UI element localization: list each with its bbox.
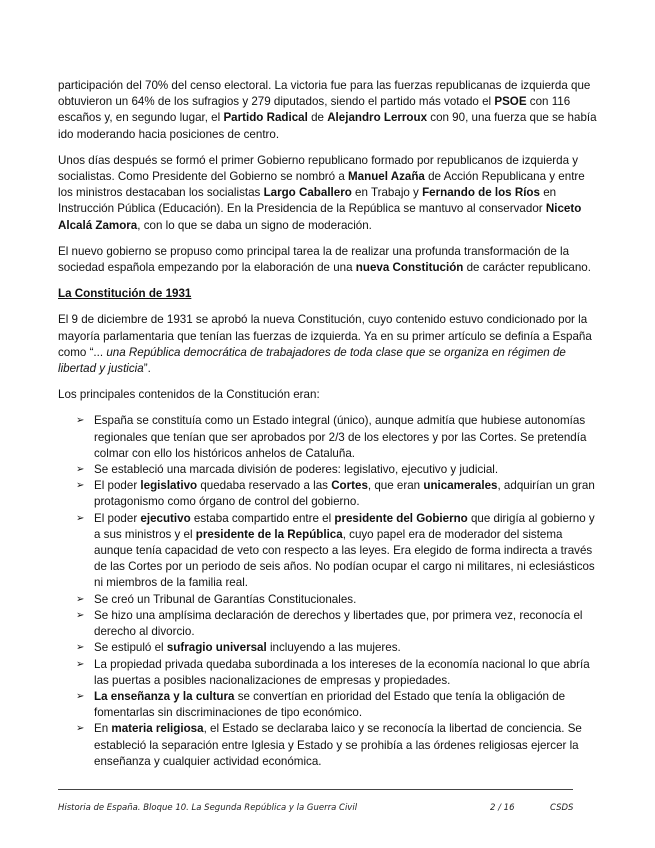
arrow-bullet-icon: ➢ bbox=[76, 609, 85, 621]
list-item bbox=[76, 721, 598, 770]
text-run: de Acción Republicana y entre los ministros destacaban los socialistas bbox=[58, 170, 585, 200]
text-run: en Trabajo y bbox=[351, 186, 423, 200]
bold-text: ejecutivo bbox=[140, 511, 191, 525]
text-run: ”. bbox=[143, 362, 151, 376]
text-run: , con lo que se daba un signo de moderación. bbox=[137, 218, 372, 232]
text-run: incluyendo a las mujeres. bbox=[266, 641, 401, 655]
paragraph-contents-intro bbox=[58, 387, 598, 403]
text-run: de carácter republicano. bbox=[463, 261, 591, 275]
bold-text: La enseñanza y la cultura bbox=[94, 689, 235, 703]
bold-text: sufragio universal bbox=[166, 641, 267, 655]
text-run: Unos días después se formó el primer Gobierno republicano formado por republicanos de izquierda y socialistas. Como Presidente del Gobierno se nombró a bbox=[58, 153, 579, 184]
list-item bbox=[76, 640, 598, 656]
list-item bbox=[76, 511, 598, 592]
text-run: que dirigía al gobierno y a sus ministros y el bbox=[94, 511, 595, 541]
text-run: El poder bbox=[94, 511, 141, 525]
document-page bbox=[58, 78, 598, 770]
list-item bbox=[76, 608, 598, 640]
bold-text: Largo Caballero bbox=[263, 186, 352, 200]
paragraph-election-results bbox=[58, 78, 598, 143]
footer-author: CSDS bbox=[550, 803, 574, 813]
arrow-bullet-icon: ➢ bbox=[76, 723, 85, 735]
text-run: con 116 escaños y, en segundo lugar, el bbox=[58, 95, 571, 125]
bold-text: nueva Constitución bbox=[355, 261, 464, 275]
text-run: en Instrucción Pública (Educación). En la Presidencia de la República se mantuvo al conservador bbox=[58, 186, 557, 216]
bold-text: Partido Radical bbox=[223, 111, 308, 125]
text-run: estaba compartido entre el bbox=[190, 511, 335, 525]
bold-text: Niceto Alcalá Zamora bbox=[58, 202, 582, 232]
text-run: participación del 70% del censo electoral. La victoria fue para las fuerzas republicanas de izquierda que obtuvieron un 64% de los sufragios y 279 diputados, siendo el partido más votado el bbox=[58, 79, 591, 109]
paragraph-first-government bbox=[58, 153, 598, 234]
bold-text: PSOE bbox=[494, 95, 527, 109]
text-run: Se hizo una amplísima declaración de derechos y libertades que, por primera vez, reconocía el derecho al divorcio. bbox=[94, 608, 583, 639]
text-run: España se constituía como un Estado integral (único), aunque admitía que hubiese autonomías regionales que tenían que ser aprobados por 2/3 de los electores y por las Cortes. Se pretendía colmar con ello los históricos anhelos de Cataluña. bbox=[94, 414, 587, 460]
text-run: En bbox=[94, 722, 112, 736]
arrow-bullet-icon: ➢ bbox=[76, 690, 85, 702]
text-run: , adquirían un gran protagonismo como órgano de control del gobierno. bbox=[94, 479, 595, 509]
bold-text: presidente del Gobierno bbox=[334, 511, 468, 525]
text-run: Se estableció una marcada división de poderes: legislativo, ejecutivo y judicial. bbox=[94, 463, 499, 477]
arrow-bullet-icon: ➢ bbox=[76, 658, 85, 670]
text-run: Se estipuló el bbox=[94, 641, 167, 655]
list-item bbox=[76, 478, 598, 510]
italic-text: una República democrática de trabajadores de toda clase que se organiza en régimen de libertad y justicia bbox=[58, 345, 566, 376]
text-run: quedaba reservado a las bbox=[197, 479, 332, 493]
text-run: , que eran bbox=[367, 479, 424, 493]
bold-text: unicamerales bbox=[423, 479, 498, 493]
arrow-bullet-icon: ➢ bbox=[76, 464, 85, 476]
list-item bbox=[76, 462, 598, 478]
list-item bbox=[76, 657, 598, 689]
list-item bbox=[76, 689, 598, 721]
paragraph-constitution-approval bbox=[58, 312, 598, 377]
arrow-bullet-icon: ➢ bbox=[76, 593, 85, 605]
constitution-contents-list bbox=[58, 413, 598, 769]
arrow-bullet-icon: ➢ bbox=[76, 642, 85, 654]
paragraph-new-government-goal bbox=[58, 244, 598, 276]
text-run: , cuyo papel era de moderador del sistema aunque tenía capacidad de veto con respecto a las leyes. Era elegido de forma indirecta a través de las Cortes por un periodo de seis años. No podían ocupar el cargo ni militares, ni eclesiásticos ni miembros de la familia real. bbox=[94, 527, 595, 590]
arrow-bullet-icon: ➢ bbox=[76, 512, 85, 524]
footer-page-number: 2 / 16 bbox=[490, 803, 515, 813]
list-item bbox=[76, 592, 598, 608]
footer-divider bbox=[58, 789, 573, 790]
bold-text: Cortes bbox=[331, 479, 368, 493]
text-run: se convertían en prioridad del Estado que tenía la obligación de fomentarlas sin discriminaciones de tipo económico. bbox=[94, 689, 566, 720]
text-run: con 90, una fuerza que se había ido moderando hacia posiciones de centro. bbox=[58, 111, 597, 141]
bold-text: Fernando de los Ríos bbox=[422, 186, 540, 200]
text-run: La propiedad privada quedaba subordinada a los intereses de la economía nacional lo que abría las puertas a posibles nacionalizaciones de empresas y propiedades. bbox=[94, 657, 590, 687]
arrow-bullet-icon: ➢ bbox=[76, 480, 85, 492]
text-run: Los principales contenidos de la Constitución eran: bbox=[58, 388, 320, 402]
text-run: El poder bbox=[94, 479, 141, 493]
text-run: El nuevo gobierno se propuso como principal tarea la de realizar una profunda transformación de la sociedad española empezando por la elaboración de una bbox=[58, 244, 570, 275]
arrow-bullet-icon: ➢ bbox=[76, 415, 85, 427]
text-run: Se creó un Tribunal de Garantías Constitucionales. bbox=[94, 592, 357, 606]
list-item bbox=[76, 413, 598, 462]
footer-title: Historia de España. Bloque 10. La Segunda República y la Guerra Civil bbox=[58, 803, 358, 813]
bold-text: presidente de la República bbox=[195, 527, 343, 541]
section-heading: La Constitución de 1931 bbox=[58, 287, 192, 301]
bold-text: Alejandro Lerroux bbox=[327, 111, 428, 125]
bold-text: Manuel Azaña bbox=[348, 170, 425, 184]
bold-text: materia religiosa bbox=[111, 722, 204, 736]
bold-text: legislativo bbox=[140, 479, 198, 493]
text-run: El 9 de diciembre de 1931 se aprobó la nueva Constitución, cuyo contenido estuvo condicionado por la mayoría parlamentaria que tenían las fuerzas de izquierda. Ya en su primer artículo se definía a España como “... bbox=[58, 313, 592, 359]
text-run: , el Estado se declaraba laico y se reconocía la libertad de conciencia. Se estableció la separación entre Iglesia y Estado y se prohibía a las órdenes religiosas ejercer la enseñanza y cualquier actividad económica. bbox=[94, 722, 582, 768]
text-run: de bbox=[307, 111, 328, 125]
